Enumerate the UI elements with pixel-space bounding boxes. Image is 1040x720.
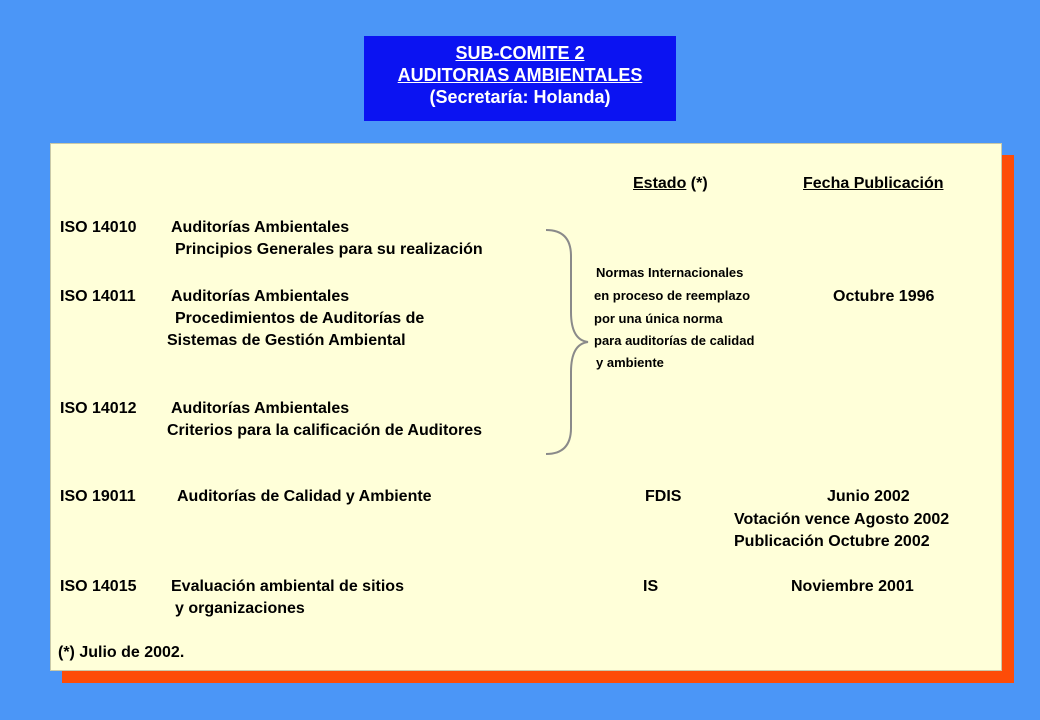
group-note-line: en proceso de reemplazo — [594, 288, 751, 303]
item-subtitle: Sistemas de Gestión Ambiental — [167, 332, 406, 349]
item-title: Auditorías Ambientales — [171, 288, 350, 305]
group-note-line: Normas Internacionales — [596, 265, 744, 280]
group-note-line: para auditorías de calidad — [594, 333, 755, 348]
item-code: ISO 14010 — [60, 219, 137, 236]
item-fecha-note: Votación vence Agosto 2002 — [734, 511, 950, 528]
item-title: Auditorías Ambientales — [171, 400, 350, 417]
item-subtitle: Procedimientos de Auditorías de — [175, 310, 425, 327]
item-subtitle: Criterios para la calificación de Auditores — [167, 422, 483, 439]
item-title: Auditorías Ambientales — [171, 219, 350, 236]
estado-mark: (*) — [686, 175, 708, 192]
item-estado: FDIS — [645, 488, 682, 505]
group-fecha: Octubre 1996 — [833, 288, 935, 305]
estado-header: Estado — [633, 175, 687, 192]
title-box — [364, 36, 676, 121]
item-fecha-note: Publicación Octubre 2002 — [734, 533, 930, 550]
title-line-1: SUB-COMITE 2 — [455, 43, 585, 63]
group-note-line: y ambiente — [596, 355, 664, 370]
item-title: Auditorías de Calidad y Ambiente — [177, 488, 432, 505]
item-subtitle: Principios Generales para su realización — [175, 241, 483, 258]
item-estado: IS — [643, 578, 659, 595]
content-panel — [50, 143, 1002, 671]
item-fecha: Noviembre 2001 — [791, 578, 914, 595]
item-fecha: Junio 2002 — [827, 488, 910, 505]
item-code: ISO 14012 — [60, 400, 137, 417]
item-title: Evaluación ambiental de sitios — [171, 578, 404, 595]
item-code: ISO 14015 — [60, 578, 137, 595]
title-line-2: AUDITORIAS AMBIENTALES — [397, 65, 643, 85]
fecha-header: Fecha Publicación — [803, 175, 944, 192]
item-code: ISO 19011 — [60, 488, 136, 505]
item-subtitle: y organizaciones — [175, 600, 305, 617]
title-line-3: (Secretaría: Holanda) — [429, 87, 611, 107]
group-note-line: por una única norma — [594, 311, 723, 326]
footnote: (*) Julio de 2002. — [58, 644, 185, 661]
item-code: ISO 14011 — [60, 288, 136, 305]
